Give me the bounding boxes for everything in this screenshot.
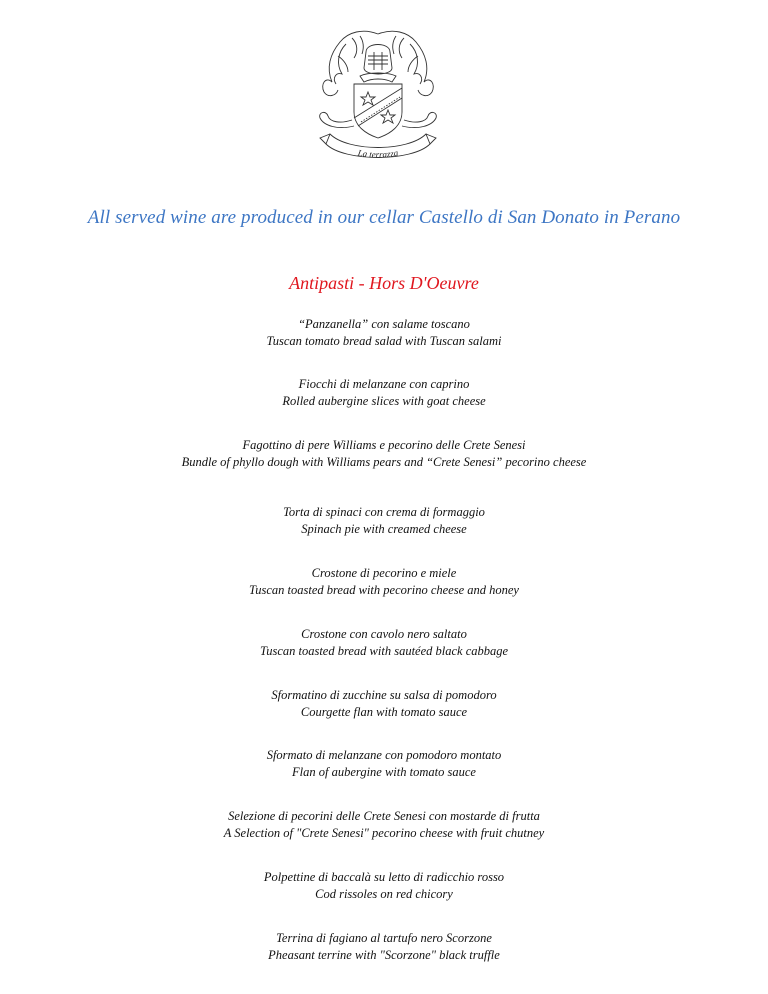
dish-italian: Sformato di melanzane con pomodoro montato <box>266 748 502 762</box>
dish-italian: Torta di spinaci con crema di formaggio <box>283 505 485 519</box>
dish-english: Pheasant terrine with "Scorzone" black truffle <box>268 948 500 962</box>
dish-item <box>0 687 768 721</box>
dish-item <box>0 747 768 781</box>
dish-item <box>0 316 768 350</box>
dish-italian: Terrina di fagiano al tartufo nero Scorzone <box>276 931 492 945</box>
crest-logo <box>308 26 448 176</box>
crest-banner-text: La terrazza <box>357 147 399 160</box>
dish-italian: Sformatino di zucchine su salsa di pomodoro <box>271 688 497 702</box>
dish-english: Spinach pie with creamed cheese <box>301 522 467 536</box>
dish-english: Rolled aubergine slices with goat cheese <box>282 394 486 408</box>
dish-italian: Selezione di pecorini delle Crete Senesi con mostarde di frutta <box>228 809 540 823</box>
dish-italian: Crostone di pecorino e miele <box>311 566 457 580</box>
dish-italian: Polpettine di baccalà su letto di radicchio rosso <box>263 870 505 884</box>
dish-english: A Selection of "Crete Senesi" pecorino cheese with fruit chutney <box>223 826 545 840</box>
dish-item <box>0 869 768 903</box>
dish-english: Flan of aubergine with tomato sauce <box>292 765 476 779</box>
dish-italian: Fiocchi di melanzane con caprino <box>298 377 470 391</box>
dish-english: Tuscan toasted bread with sautéed black cabbage <box>259 644 509 658</box>
dish-item <box>0 565 768 599</box>
dish-italian: Crostone con cavolo nero saltato <box>301 627 467 641</box>
dish-item <box>0 376 768 410</box>
dish-item <box>0 930 768 964</box>
dish-item <box>0 504 768 538</box>
dish-english: Courgette flan with tomato sauce <box>300 705 468 719</box>
dish-italian: “Panzanella” con salame toscano <box>298 317 470 331</box>
dish-item <box>0 626 768 660</box>
dish-item <box>0 808 768 842</box>
dish-english: Bundle of phyllo dough with Williams pears and “Crete Senesi” pecorino cheese <box>181 455 587 469</box>
dish-english: Tuscan tomato bread salad with Tuscan salami <box>266 334 502 348</box>
wine-note: All served wine are produced in our cellar Castello di San Donato in Perano <box>87 207 681 228</box>
dish-english: Tuscan toasted bread with pecorino cheese and honey <box>249 583 519 597</box>
dish-english: Cod rissoles on red chicory <box>315 887 453 901</box>
dish-italian: Fagottino di pere Williams e pecorino delle Crete Senesi <box>242 438 526 452</box>
dish-item <box>0 437 768 471</box>
section-title: Antipasti - Hors D'Oeuvre <box>289 273 479 293</box>
